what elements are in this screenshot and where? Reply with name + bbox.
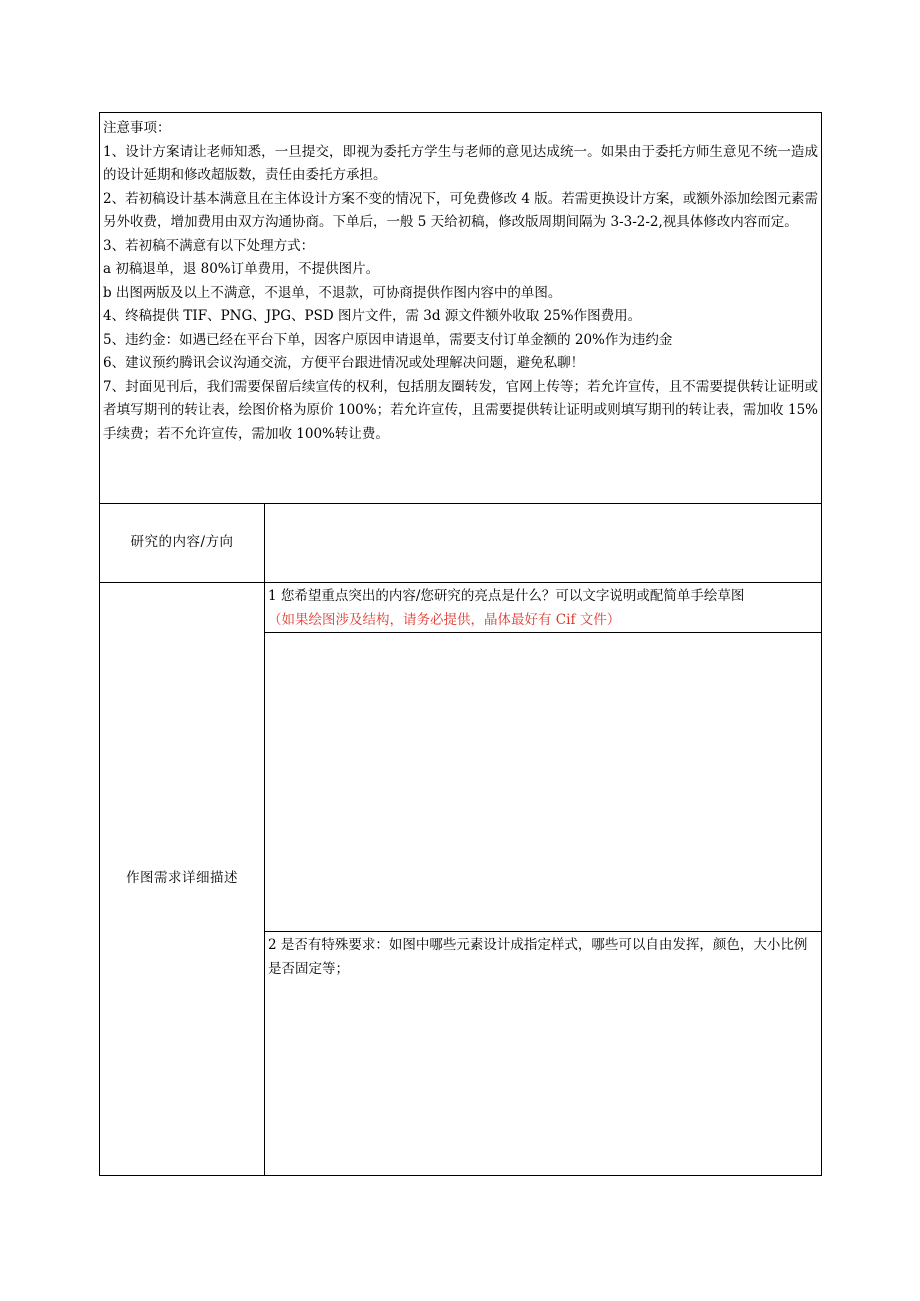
notes-item-3b: b 出图两版及以上不满意，不退单，不退款，可协商提供作图内容中的单图。 — [103, 284, 562, 301]
notes-cell — [100, 113, 822, 504]
question-1-note: （如果绘图涉及结构，请务必提供，晶体最好有 Cif 文件） — [268, 611, 621, 628]
notes-item-1: 1、设计方案请让老师知悉，一旦提交，即视为委托方学生与老师的意见达成统一。如果由于委托方师生意见不统一造成的设计延期和修改超版数，责任由委托方承担。 — [103, 143, 818, 183]
notes-item-3a: a 初稿退单，退 80%订单费用，不提供图片。 — [103, 261, 380, 277]
research-direction-label: 研究的内容/方向 — [100, 504, 265, 583]
notes-item-6: 6、建议预约腾讯会议沟通交流，方便平台跟进情况或处理解决问题，避免私聊！ — [103, 355, 585, 371]
notes-item-4: 4、终稿提供 TIF、PNG、JPG、PSD 图片文件，需 3d 源文件额外收取 25%作图费用。 — [103, 308, 642, 324]
question-1-row — [100, 583, 822, 633]
research-direction-field[interactable] — [265, 504, 822, 583]
notes-title: 注意事项： — [103, 120, 171, 136]
research-direction-row — [100, 504, 822, 583]
notes-item-2: 2、若初稿设计基本满意且在主体设计方案不变的情况下，可免费修改 4 版。若需更换设计方案，或额外添加绘图元素需另外收费，增加费用由双方沟通协商。下单后，一般 5 天给初稿，修改版周期间隔为 3-3-2-2,视具体修改内容而定。 — [103, 190, 818, 230]
question-2-cell[interactable] — [265, 932, 822, 1176]
detail-description-label: 作图需求详细描述 — [100, 583, 265, 1176]
question-1-answer-field[interactable] — [265, 633, 822, 932]
requirements-form-table — [99, 112, 822, 1176]
notes-row — [100, 113, 822, 504]
question-1-text: 1 您希望重点突出的内容/您研究的亮点是什么？可以文字说明或配简单手绘草图 — [268, 588, 745, 604]
notes-item-7: 7、封面见刊后，我们需要保留后续宣传的权利，包括朋友圈转发，官网上传等；若允许宣传，且不需要提供转让证明或者填写期刊的转让表，绘图价格为原价 100%；若允许宣传，且需要提供转让证明或则填写期刊的转让表，需加收 15%手续费；若不允许宣传，需加收 100%转让费。 — [103, 378, 818, 442]
question-2-text: 2 是否有特殊要求：如图中哪些元素设计成指定样式，哪些可以自由发挥，颜色，大小比例是否固定等； — [268, 937, 808, 977]
notes-item-5: 5、违约金：如遇已经在平台下单，因客户原因申请退单，需要支付订单金额的 20%作为违约金 — [103, 331, 673, 348]
notes-item-3: 3、若初稿不满意有以下处理方式： — [103, 237, 315, 254]
question-1-prompt — [265, 583, 822, 633]
